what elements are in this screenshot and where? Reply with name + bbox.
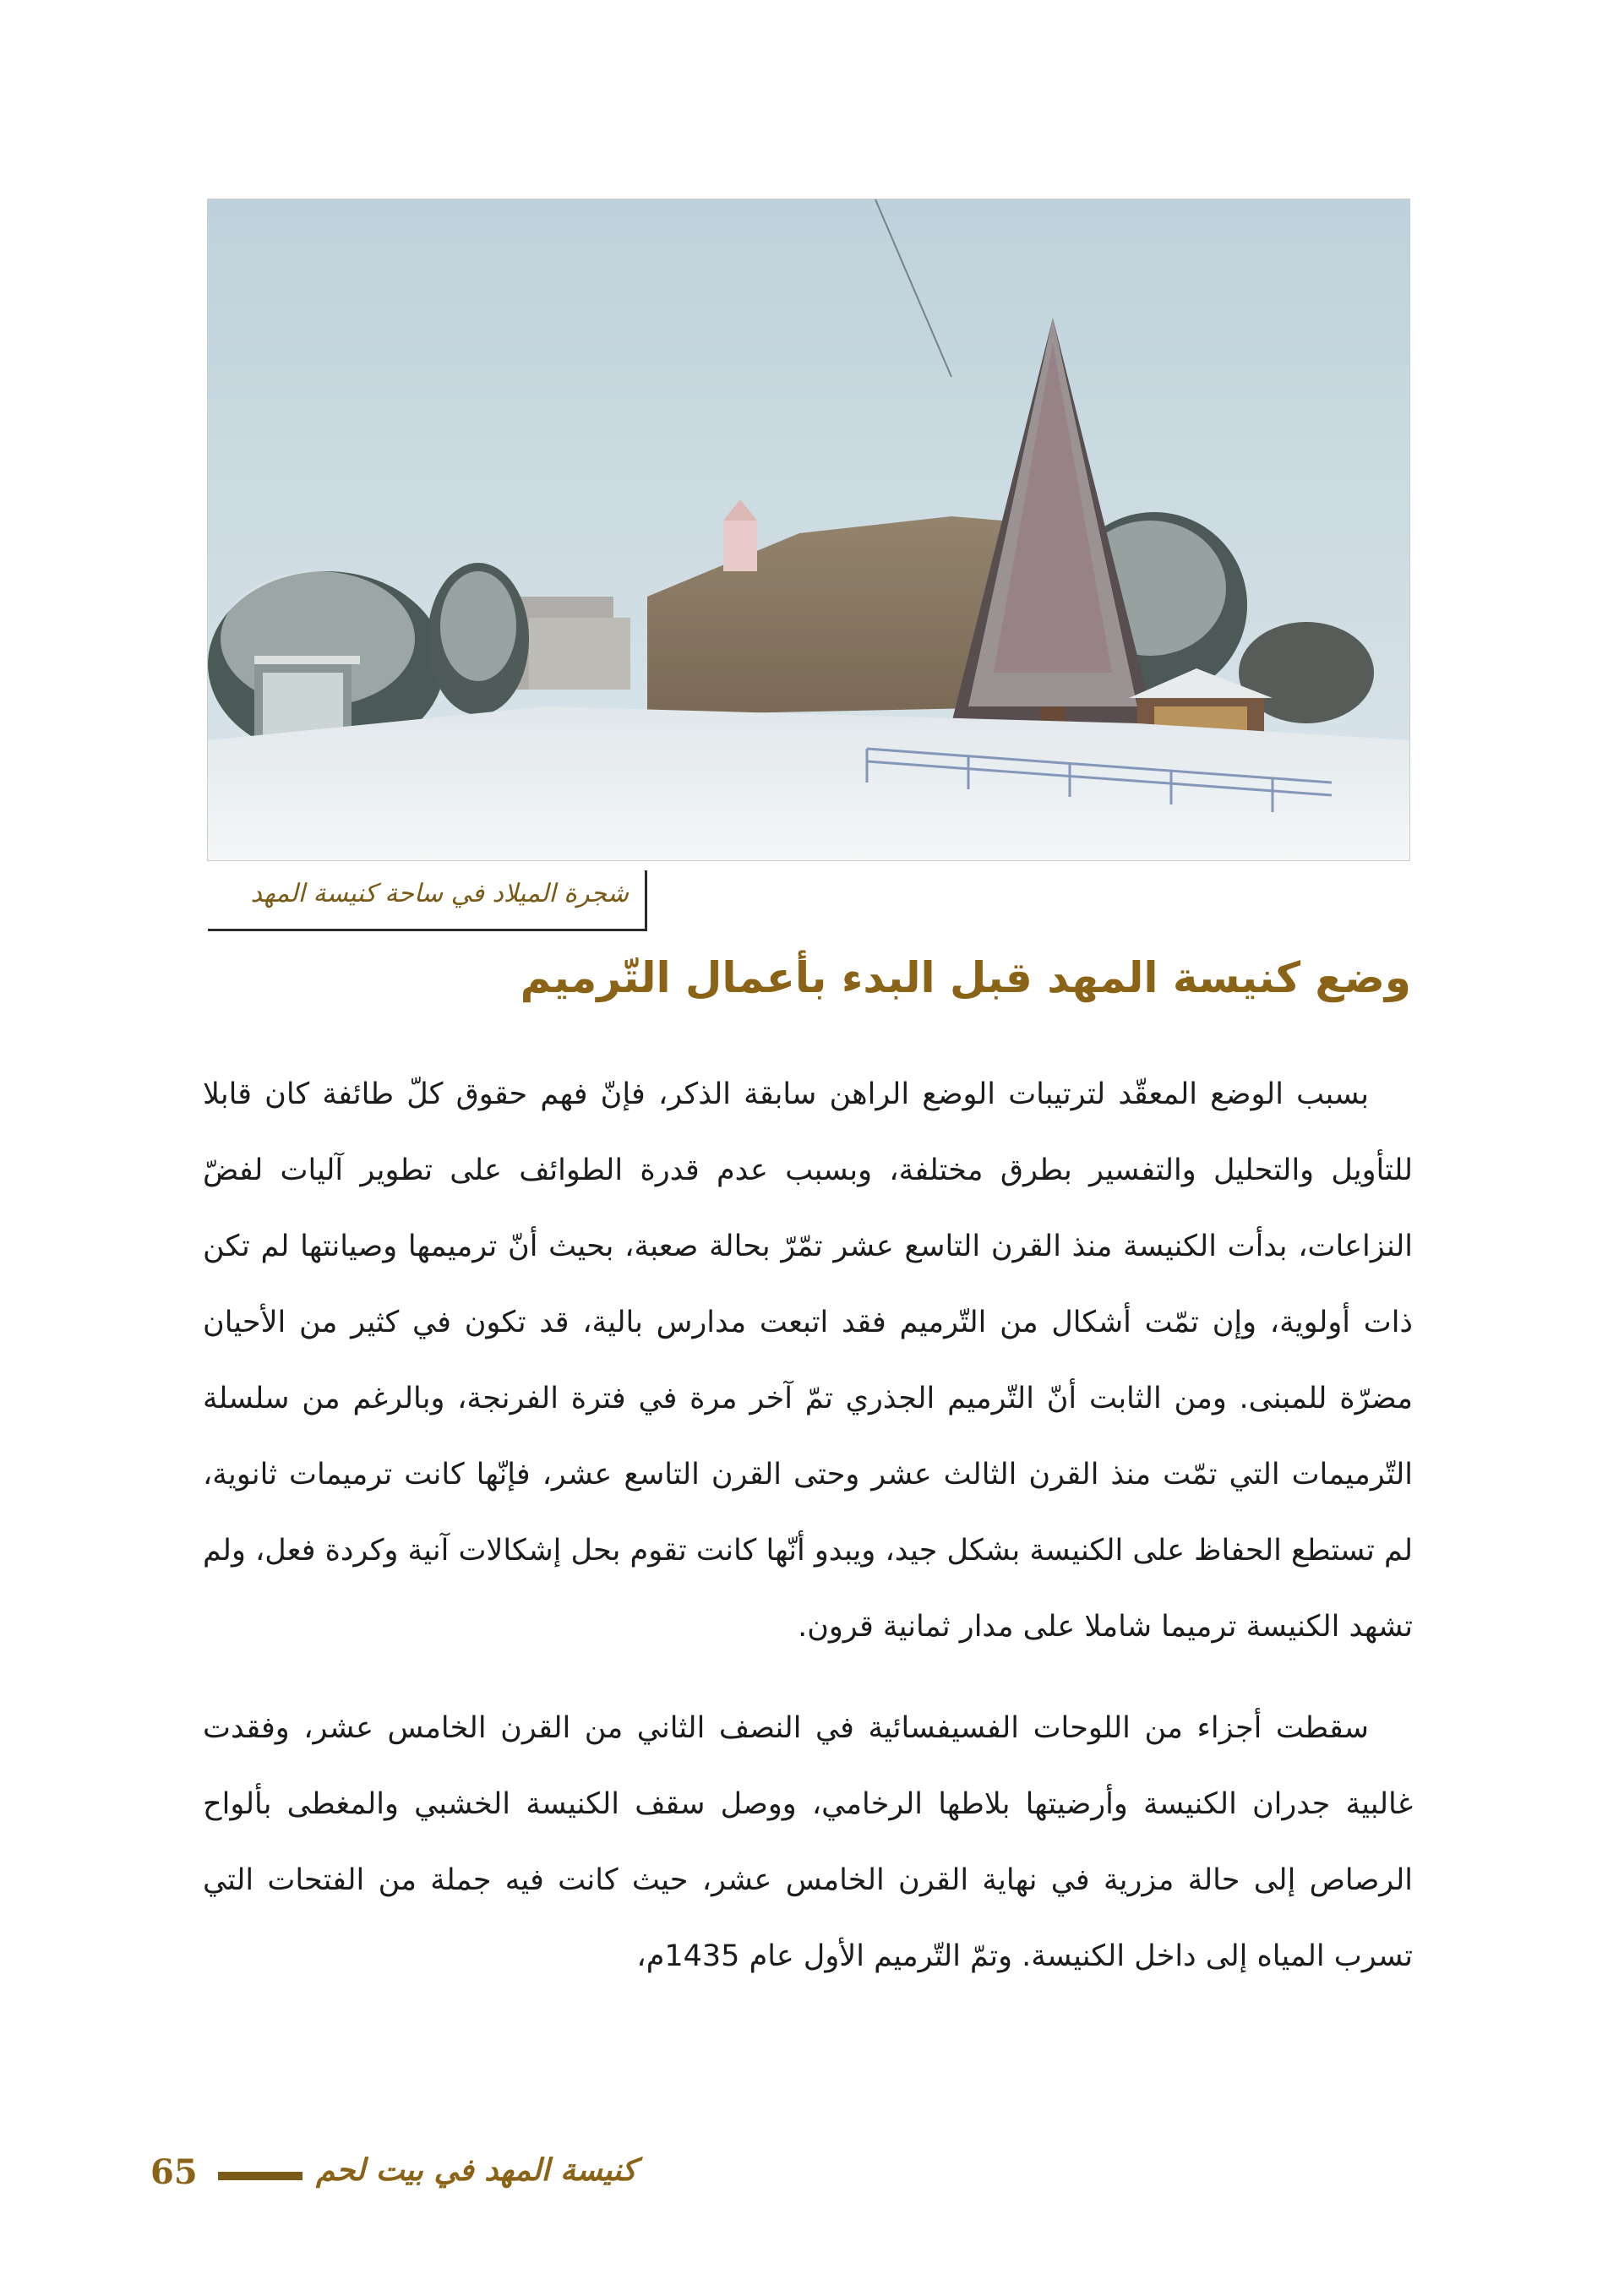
- page-footer: [150, 2151, 691, 2201]
- photo-illustration: [208, 199, 1409, 860]
- body-text: [203, 1056, 1413, 1994]
- caption-divider-horizontal: [208, 929, 647, 931]
- photo-christmas-tree: [208, 199, 1409, 860]
- photo-caption: شجرة الميلاد في ساحة كنيسة المهد: [250, 879, 629, 908]
- footer-rule: [218, 2172, 303, 2180]
- page-number: 65: [150, 2152, 198, 2192]
- paragraph-1: بسبب الوضع المعقّد لترتيبات الوضع الراهن سابقة الذكر، فإنّ فهم حقوق كلّ طائفة كان قابلا للتأويل والتحليل والتفسير بطرق مختلفة، وبسبب عدم قدرة الطوائف على تطوير آليات لفضّ النزاعات، بدأت الكنيسة منذ القرن التاسع عشر تمّرّ بحالة صعبة، بحيث أنّ ترميمها وصيانتها لم تكن ذات أولوية، وإن تمّت أشكال من التّرميم فقد اتبعت مدارس بالية، قد تكون في كثير من الأحيان مضرّة للمبنى. ومن الثابت أنّ التّرميم الجذري تمّ آخر مرة في فترة الفرنجة، وبالرغم من سلسلة التّرميمات التي تمّت منذ القرن الثالث عشر وحتى القرن التاسع عشر، فإنّها كانت ترميمات ثانوية، لم تستطع الحفاظ على الكنيسة بشكل جيد، ويبدو أنّها كانت تقوم بحل إشكالات آنية وكردة فعل، ولم تشهد الكنيسة ترميما شاملا على مدار ثمانية قرون.: [203, 1077, 1413, 1644]
- paragraph-2: سقطت أجزاء من اللوحات الفسيفسائية في النصف الثاني من القرن الخامس عشر، وفقدت غالبية جدران الكنيسة وأرضيتها بلاطها الرخامي، ووصل سقف الكنيسة الخشبي والمغطى بألواح الرصاص إلى حالة مزرية في نهاية القرن الخامس عشر، حيث كانت فيه جملة من الفتحات التي تسرب المياه إلى داخل الكنيسة. وتمّ التّرميم الأول عام 1435م،: [203, 1711, 1413, 1973]
- section-heading: وضع كنيسة المهد قبل البدء بأعمال التّرميم: [520, 953, 1411, 1002]
- caption-divider-vertical: [645, 870, 647, 931]
- photo-caption-box: [208, 870, 647, 931]
- running-title: كنيسة المهد في بيت لحم: [316, 2152, 637, 2188]
